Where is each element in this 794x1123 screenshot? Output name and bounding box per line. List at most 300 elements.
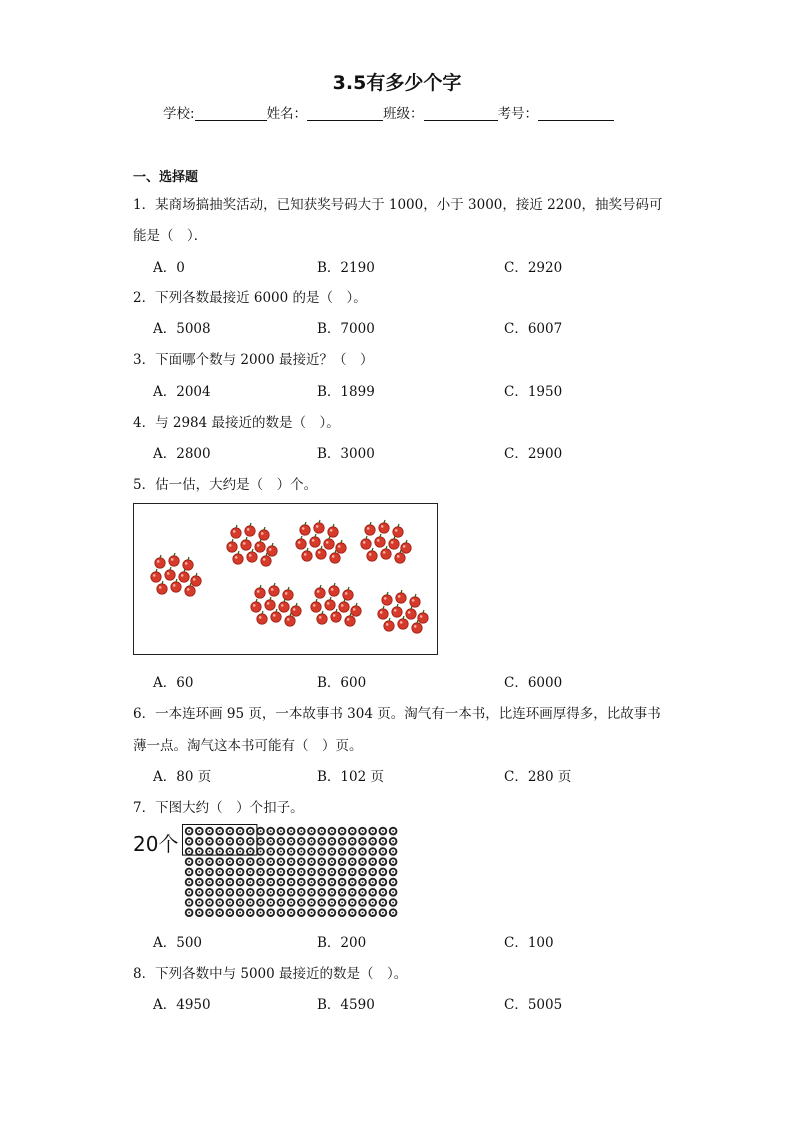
question-8-option-b[interactable]: B．4590 (317, 997, 375, 1013)
button-icon (297, 898, 306, 907)
button-icon (348, 888, 357, 897)
button-icon (236, 868, 245, 877)
apple-icon (396, 590, 406, 603)
button-icon (297, 847, 306, 856)
button-icon (266, 888, 275, 897)
question-6-option-c[interactable]: C．280 页 (504, 769, 572, 785)
button-icon (328, 847, 337, 856)
apple-icon (296, 536, 306, 549)
button-icon (236, 898, 245, 907)
apple-icon (406, 606, 416, 619)
apple-icon (259, 527, 269, 540)
button-icon (389, 837, 398, 846)
button-icon (185, 888, 194, 897)
question-7-text: 7．下图大约（ ）个扣子。 (133, 800, 304, 816)
button-icon (389, 827, 398, 836)
button-icon (246, 827, 255, 836)
button-icon (328, 898, 337, 907)
button-icon (236, 837, 245, 846)
button-icon (297, 827, 306, 836)
apple-icon (310, 534, 320, 547)
button-icon (379, 898, 388, 907)
button-icon (368, 868, 377, 877)
button-icon (287, 868, 296, 877)
button-icon (266, 868, 275, 877)
button-icon (297, 837, 306, 846)
apple-icon (257, 611, 267, 624)
button-icon (226, 868, 235, 877)
button-icon (368, 857, 377, 866)
button-icon (297, 878, 306, 887)
button-icon (226, 908, 235, 917)
button-icon (307, 888, 316, 897)
button-icon (379, 837, 388, 846)
button-icon (328, 857, 337, 866)
button-icon (185, 857, 194, 866)
apple-icon (351, 603, 361, 616)
apple-icon (336, 540, 346, 553)
button-icon (338, 847, 347, 856)
apple-icon (331, 609, 341, 622)
question-3-text: 3．下面哪个数与 2000 最接近？（ ） (133, 352, 374, 368)
button-icon (317, 847, 326, 856)
question-5-option-c[interactable]: C．6000 (504, 675, 563, 691)
apple-icon (418, 610, 428, 623)
button-icon (246, 878, 255, 887)
buttons-illustration (182, 823, 400, 918)
button-icon (358, 847, 367, 856)
button-icon (287, 878, 296, 887)
button-icon (195, 827, 204, 836)
button-icon (348, 837, 357, 846)
button-icon (256, 878, 265, 887)
apple-icon (241, 537, 251, 550)
button-icon (368, 827, 377, 836)
question-1-option-c[interactable]: C．2920 (504, 260, 563, 276)
apple-icon (291, 603, 301, 616)
apple-icon (392, 604, 402, 617)
apple-icon (233, 551, 243, 564)
button-icon (266, 878, 275, 887)
question-4-option-c[interactable]: C．2900 (504, 446, 563, 462)
button-icon (368, 837, 377, 846)
button-icon (389, 847, 398, 856)
apple-icon (302, 548, 312, 561)
button-icon (185, 878, 194, 887)
page-title: 3.5有多少个字 (332, 72, 462, 94)
button-icon (226, 857, 235, 866)
question-6-text-line2: 薄一点。淘气这本书可能有（ ）页。 (133, 738, 363, 754)
apple-icon (343, 587, 353, 600)
button-icon (389, 857, 398, 866)
apple-icon (324, 536, 334, 549)
button-icon (338, 827, 347, 836)
button-icon (277, 847, 286, 856)
button-icon (358, 888, 367, 897)
button-icon (195, 878, 204, 887)
button-icon (205, 888, 214, 897)
button-icon (256, 908, 265, 917)
button-icon (379, 868, 388, 877)
button-icon (338, 878, 347, 887)
button-icon (287, 837, 296, 846)
button-icon (348, 878, 357, 887)
question-5-text: 5．估一估，大约是（ ）个。 (133, 477, 318, 493)
button-icon (195, 857, 204, 866)
button-icon (215, 868, 224, 877)
question-4-text: 4．与 2984 最接近的数是（ ）。 (133, 415, 340, 431)
question-2-text: 2．下列各数最接近 6000 的是（ ）。 (133, 290, 367, 306)
button-icon (368, 847, 377, 856)
button-icon (266, 857, 275, 866)
apple-icon (329, 583, 339, 596)
button-icon (328, 837, 337, 846)
question-3-option-b[interactable]: B．1899 (317, 384, 375, 400)
button-icon (297, 868, 306, 877)
button-icon (317, 908, 326, 917)
question-2-option-a[interactable]: A．5008 (153, 321, 211, 337)
button-icon (266, 827, 275, 836)
apple-icon (165, 567, 175, 580)
school-label: 学校: (163, 106, 195, 122)
button-icon (185, 898, 194, 907)
apple-icon (231, 525, 241, 538)
button-icon (185, 847, 194, 856)
exam-number-blank[interactable] (538, 106, 614, 121)
button-icon (195, 868, 204, 877)
apple-icon (251, 599, 261, 612)
question-2-option-c[interactable]: C．6007 (504, 321, 563, 337)
button-icon (379, 827, 388, 836)
button-icon (368, 888, 377, 897)
question-4-option-b[interactable]: B．3000 (317, 446, 375, 462)
button-icon (287, 827, 296, 836)
button-icon (205, 847, 214, 856)
question-1-option-a[interactable]: A．0 (153, 260, 185, 276)
apple-icon (245, 523, 255, 536)
question-4-option-a[interactable]: A．2800 (153, 446, 211, 462)
button-icon (328, 868, 337, 877)
button-icon (338, 837, 347, 846)
button-icon (287, 898, 296, 907)
button-icon (266, 898, 275, 907)
exam-label: 考号： (497, 106, 539, 122)
apple-icon (169, 553, 179, 566)
button-icon (266, 908, 275, 917)
button-icon (215, 837, 224, 846)
apple-icon (271, 609, 281, 622)
button-icon (226, 888, 235, 897)
apple-icon (375, 534, 385, 547)
button-icon (256, 847, 265, 856)
button-icon (348, 857, 357, 866)
button-icon (338, 868, 347, 877)
button-icon (256, 827, 265, 836)
button-icon (246, 847, 255, 856)
button-icon (368, 898, 377, 907)
button-icon (287, 888, 296, 897)
button-icon (317, 888, 326, 897)
button-icon (317, 898, 326, 907)
button-icon (379, 847, 388, 856)
button-icon (277, 868, 286, 877)
apple-icon (316, 546, 326, 559)
button-icon (246, 908, 255, 917)
apple-icon (365, 522, 375, 535)
question-7-option-c[interactable]: C．100 (504, 935, 554, 951)
apple-icon (317, 611, 327, 624)
apples-illustration (134, 504, 437, 654)
button-icon (358, 827, 367, 836)
button-icon (226, 878, 235, 887)
button-icon (368, 878, 377, 887)
button-icon (236, 888, 245, 897)
button-icon (215, 857, 224, 866)
button-icon (215, 908, 224, 917)
question-6-option-b[interactable]: B．102 页 (317, 769, 384, 785)
apple-icon (389, 536, 399, 549)
apple-icon (339, 599, 349, 612)
button-icon (317, 827, 326, 836)
apple-icon (410, 594, 420, 607)
apple-icon (267, 543, 277, 556)
button-icon (277, 827, 286, 836)
question-5-option-b[interactable]: B．600 (317, 675, 367, 691)
apple-icon (279, 599, 289, 612)
button-icon (185, 868, 194, 877)
school-blank[interactable] (195, 106, 267, 121)
button-icon (287, 908, 296, 917)
button-icon (297, 908, 306, 917)
button-icon (215, 878, 224, 887)
button-icon (185, 837, 194, 846)
button-icon (256, 888, 265, 897)
button-icon (389, 898, 398, 907)
apple-icon (151, 569, 161, 582)
button-icon (256, 837, 265, 846)
button-icon (287, 847, 296, 856)
button-icon (205, 857, 214, 866)
apple-icon (300, 522, 310, 535)
button-icon (256, 868, 265, 877)
button-icon (348, 908, 357, 917)
button-icon (307, 908, 316, 917)
button-icon (277, 888, 286, 897)
button-icon (328, 878, 337, 887)
button-icon (205, 908, 214, 917)
button-icon (205, 878, 214, 887)
button-icon (236, 847, 245, 856)
button-icon (358, 857, 367, 866)
button-icon (205, 868, 214, 877)
button-icon (226, 837, 235, 846)
button-icon (358, 868, 367, 877)
button-icon (317, 878, 326, 887)
button-icon (246, 837, 255, 846)
button-icon (348, 847, 357, 856)
class-blank[interactable] (424, 106, 498, 121)
button-icon (338, 888, 347, 897)
apple-icon (269, 583, 279, 596)
apple-icon (179, 569, 189, 582)
question-8-option-c[interactable]: C．5005 (504, 997, 563, 1013)
button-icon (358, 878, 367, 887)
apple-icon (314, 520, 324, 533)
button-icon (205, 837, 214, 846)
button-icon (205, 827, 214, 836)
button-icon (389, 878, 398, 887)
question-6-text: 6．一本连环画 95 页，一本故事书 304 页。淘气有一本书，比连环画厚得多，比故事书 (133, 706, 661, 722)
button-icon (277, 878, 286, 887)
apple-icon (183, 557, 193, 570)
button-icon (379, 857, 388, 866)
apple-icon (393, 524, 403, 537)
question-6-option-a[interactable]: A．80 页 (153, 769, 212, 785)
button-icon (338, 857, 347, 866)
apple-icon (328, 524, 338, 537)
button-icon (358, 898, 367, 907)
button-icon (358, 908, 367, 917)
button-icon (328, 827, 337, 836)
button-icon (297, 857, 306, 866)
apple-icon (315, 585, 325, 598)
button-icon (246, 857, 255, 866)
button-icon (348, 868, 357, 877)
apple-icon (283, 587, 293, 600)
apple-icon (379, 520, 389, 533)
question-5-option-a[interactable]: A．60 (153, 675, 194, 691)
apple-icon (382, 592, 392, 605)
apple-icon (255, 539, 265, 552)
button-icon (277, 908, 286, 917)
button-icon (266, 847, 275, 856)
button-icon (379, 888, 388, 897)
button-icon (338, 908, 347, 917)
apple-icon (247, 549, 257, 562)
question-8-option-a[interactable]: A．4950 (153, 997, 211, 1013)
apple-icon (171, 579, 181, 592)
apple-icon (265, 597, 275, 610)
button-icon (317, 868, 326, 877)
question-1-text-line2: 能是（ ）． (133, 228, 208, 244)
button-icon (307, 837, 316, 846)
button-icon (236, 878, 245, 887)
apple-icon (381, 546, 391, 559)
apple-icon (191, 573, 201, 586)
section-title: 一、选择题 (133, 170, 199, 185)
button-icon (226, 847, 235, 856)
apple-icon (155, 555, 165, 568)
button-icon (277, 857, 286, 866)
button-icon (307, 878, 316, 887)
student-info-line (163, 102, 614, 122)
button-icon (389, 908, 398, 917)
apple-icon (255, 585, 265, 598)
button-icon (205, 898, 214, 907)
apple-icon (311, 599, 321, 612)
apple-icon (227, 539, 237, 552)
button-icon (195, 847, 204, 856)
button-icon (185, 908, 194, 917)
button-icon (277, 898, 286, 907)
apple-icon (398, 616, 408, 629)
button-icon (368, 908, 377, 917)
button-icon (215, 898, 224, 907)
question-8-text: 8．下列各数中与 5000 最接近的数是（ ）。 (133, 966, 408, 982)
apple-icon (401, 540, 411, 553)
button-icon (195, 837, 204, 846)
button-icon (389, 868, 398, 877)
button-icon (226, 898, 235, 907)
button-icon (338, 898, 347, 907)
question-2-option-b[interactable]: B．7000 (317, 321, 375, 337)
question-3-option-a[interactable]: A．2004 (153, 384, 211, 400)
button-icon (195, 888, 204, 897)
button-icon (328, 908, 337, 917)
apple-icon (384, 618, 394, 631)
name-label: 姓名： (266, 106, 308, 122)
button-icon (236, 827, 245, 836)
class-label: 班级： (383, 106, 424, 122)
question-1-text: 1．某商场搞抽奖活动，已知获奖号码大于 1000，小于 3000，接近 2200，抽奖号码可 (133, 197, 663, 213)
button-icon (236, 857, 245, 866)
apple-icon (367, 548, 377, 561)
button-icon (185, 827, 194, 836)
button-icon (215, 888, 224, 897)
button-icon (215, 827, 224, 836)
button-icon (328, 888, 337, 897)
button-icon (236, 908, 245, 917)
button-icon (195, 908, 204, 917)
button-icon (317, 837, 326, 846)
apples-figure (133, 503, 438, 655)
buttons-figure (182, 823, 400, 918)
button-icon (246, 888, 255, 897)
name-blank[interactable] (307, 106, 383, 121)
button-icon (307, 847, 316, 856)
button-icon (256, 857, 265, 866)
button-icon (307, 898, 316, 907)
question-3-option-c[interactable]: C．1950 (504, 384, 563, 400)
button-icon (307, 827, 316, 836)
button-icon (246, 868, 255, 877)
button-icon (379, 908, 388, 917)
button-icon (266, 837, 275, 846)
button-icon (226, 827, 235, 836)
question-7-option-a[interactable]: A．500 (153, 935, 203, 951)
button-icon (287, 857, 296, 866)
button-icon (348, 898, 357, 907)
button-icon (277, 837, 286, 846)
question-7-option-b[interactable]: B．200 (317, 935, 367, 951)
button-icon (317, 857, 326, 866)
apple-icon (325, 597, 335, 610)
button-icon (348, 827, 357, 836)
apple-icon (378, 606, 388, 619)
question-1-option-b[interactable]: B．2190 (317, 260, 375, 276)
apple-icon (157, 581, 167, 594)
button-icon (358, 837, 367, 846)
button-icon (246, 898, 255, 907)
button-icon (195, 898, 204, 907)
button-icon (389, 888, 398, 897)
button-icon (215, 847, 224, 856)
button-icon (297, 888, 306, 897)
twenty-buttons-label: 20个 (133, 832, 179, 856)
button-icon (379, 878, 388, 887)
apple-icon (361, 536, 371, 549)
button-icon (307, 868, 316, 877)
